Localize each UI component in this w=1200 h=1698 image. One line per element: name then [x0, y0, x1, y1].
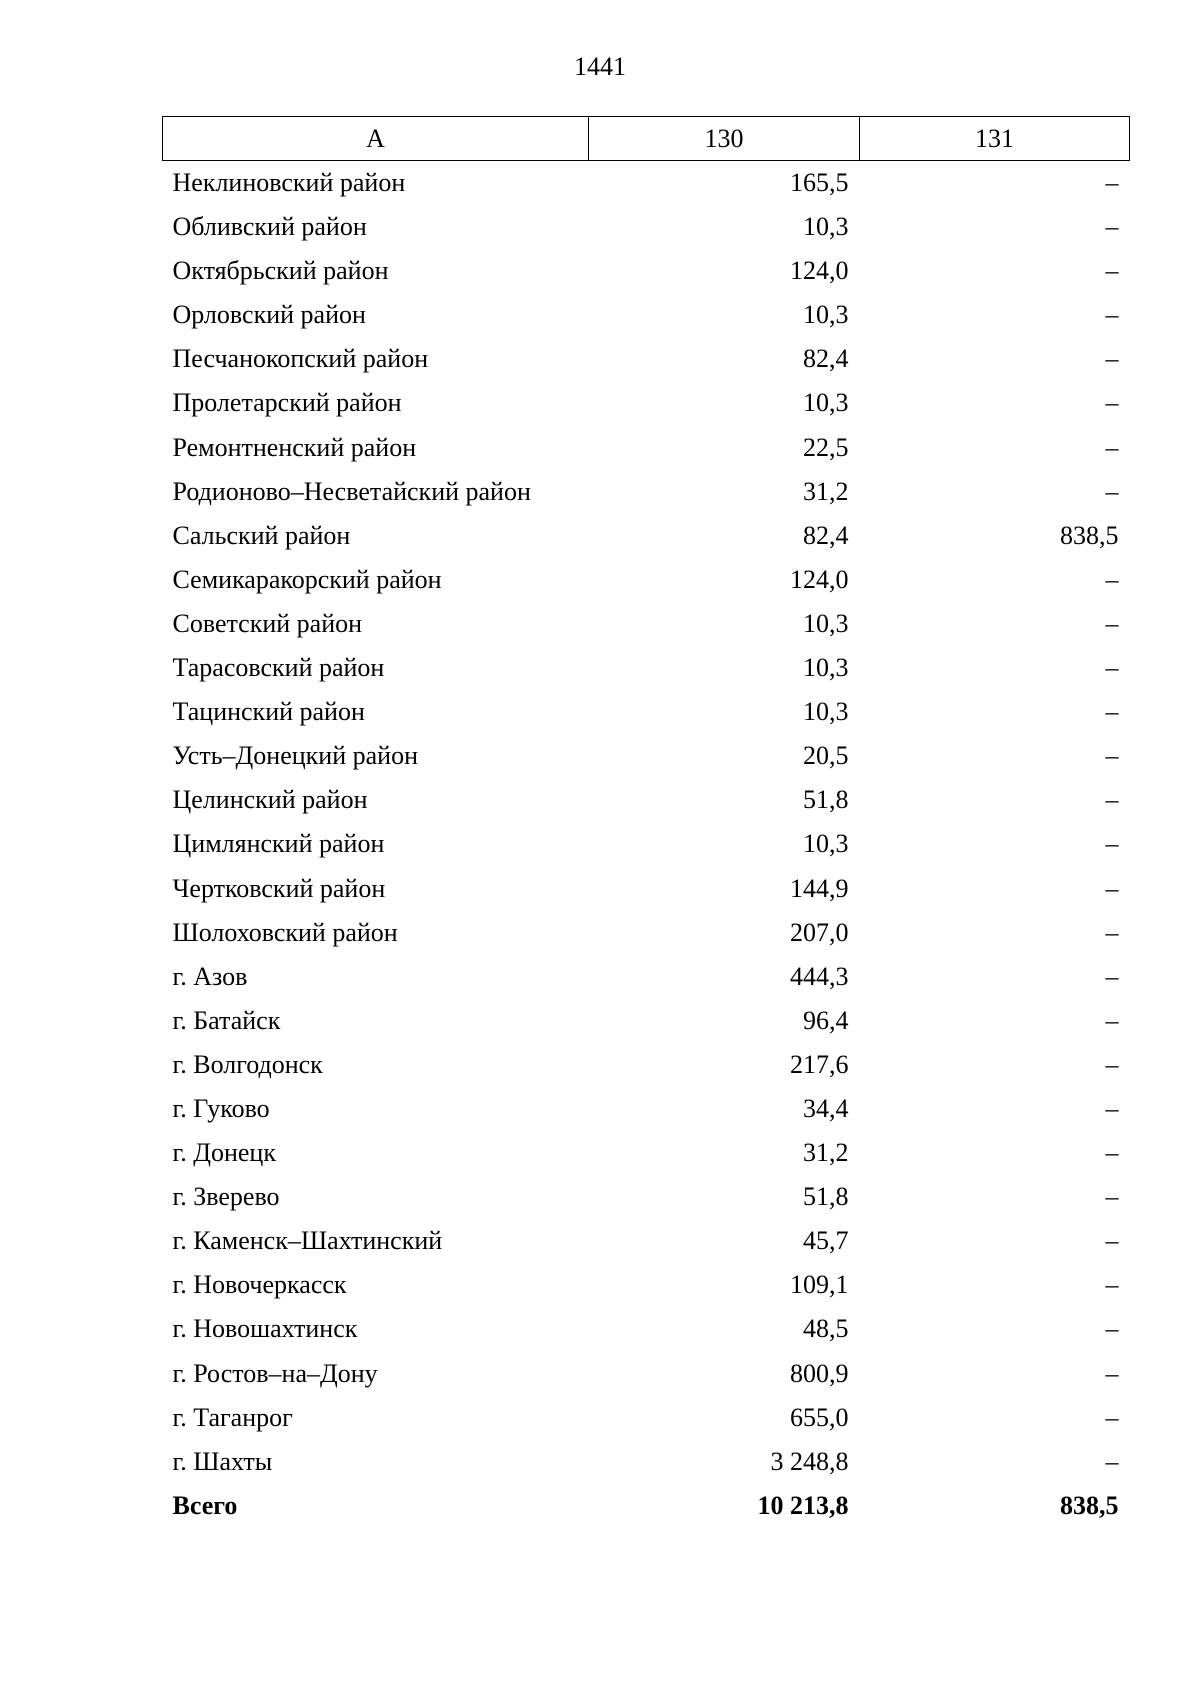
value-130: 165,5 — [790, 168, 849, 197]
value-131: – — [1105, 256, 1119, 286]
value-131: 838,5 — [1060, 520, 1119, 550]
row-label: г. Таганрог — [172, 1402, 293, 1432]
value-131: – — [1105, 961, 1119, 991]
value-130: 20,5 — [803, 741, 849, 771]
table-row — [163, 249, 1130, 293]
value-130: 10,3 — [803, 829, 849, 859]
table-row — [163, 911, 1130, 955]
table-row — [163, 1175, 1130, 1219]
row-label: Чертковский район — [172, 873, 386, 903]
header-cell-130: 130 — [589, 117, 860, 161]
row-label: Целинский район — [172, 785, 368, 815]
row-label: Тарасовский район — [172, 653, 385, 683]
row-label: Цимлянский район — [172, 829, 385, 859]
row-label: Ремонтненский район — [172, 432, 417, 462]
row-label: г. Каменск–Шахтинский — [172, 1226, 443, 1256]
page-number: 1441 — [574, 52, 626, 81]
row-label: Обливский район — [172, 212, 367, 242]
value-130: 10,3 — [803, 212, 849, 242]
table-row — [163, 161, 1130, 206]
data-table — [162, 116, 1130, 1528]
table-row — [163, 1219, 1130, 1263]
value-130: 3 248,8 — [770, 1446, 849, 1476]
row-label: Шолоховский район — [172, 917, 398, 947]
value-131: – — [1105, 1226, 1119, 1256]
value-131: 838,5 — [1060, 1490, 1119, 1520]
row-label: г. Шахты — [172, 1446, 273, 1476]
value-130: 10,3 — [803, 300, 849, 330]
table-row — [163, 514, 1130, 558]
value-131: – — [1105, 1270, 1119, 1300]
value-130: 51,8 — [803, 785, 849, 815]
value-131: – — [1105, 785, 1119, 815]
value-130: 109,1 — [790, 1270, 849, 1300]
table-row — [163, 426, 1130, 470]
value-131: – — [1105, 1314, 1119, 1344]
table-row — [163, 1307, 1130, 1351]
row-label: Песчанокопский район — [172, 344, 429, 374]
row-label: Орловский район — [172, 300, 366, 330]
table-row — [163, 1263, 1130, 1307]
value-130: 10 213,8 — [757, 1490, 849, 1520]
table-row — [163, 778, 1130, 822]
value-131: – — [1105, 1402, 1119, 1432]
table-row — [163, 558, 1130, 602]
value-131: – — [1105, 388, 1119, 418]
value-131: – — [1105, 1049, 1119, 1079]
value-130: 207,0 — [790, 917, 849, 947]
table-row — [163, 1131, 1130, 1175]
value-131: – — [1105, 344, 1119, 374]
value-130: 51,8 — [803, 1182, 849, 1212]
table-row — [163, 690, 1130, 734]
row-label: Усть–Донецкий район — [172, 741, 418, 771]
value-131: – — [1105, 1093, 1119, 1123]
value-130: 800,9 — [790, 1358, 849, 1388]
value-131: – — [1105, 697, 1119, 727]
table-row — [163, 205, 1130, 249]
table-row — [163, 734, 1130, 778]
value-131: – — [1105, 168, 1119, 197]
value-131: – — [1105, 829, 1119, 859]
value-130: 444,3 — [790, 961, 849, 991]
row-label: г. Ростов–на–Дону — [172, 1358, 378, 1388]
row-label: г. Новошахтинск — [172, 1314, 358, 1344]
value-131: – — [1105, 432, 1119, 462]
row-label: Сальский район — [172, 520, 351, 550]
row-label: Октябрьский район — [172, 256, 389, 286]
row-label: г. Донецк — [172, 1138, 276, 1168]
table-row — [163, 381, 1130, 425]
value-130: 10,3 — [803, 608, 849, 638]
row-label: г. Гуково — [172, 1093, 270, 1123]
table-row — [163, 867, 1130, 911]
row-label: г. Новочеркасск — [172, 1270, 347, 1300]
header-row — [163, 117, 1130, 161]
value-130: 96,4 — [803, 1005, 849, 1035]
row-label: Родионово–Несветайский район — [172, 476, 531, 506]
value-130: 34,4 — [803, 1093, 849, 1123]
value-131: – — [1105, 1005, 1119, 1035]
value-130: 10,3 — [803, 697, 849, 727]
value-131: – — [1105, 1446, 1119, 1476]
total-row — [163, 1484, 1130, 1528]
table-body — [163, 161, 1130, 1528]
row-label: Всего — [172, 1490, 238, 1520]
table-header — [163, 117, 1130, 161]
value-130: 10,3 — [803, 653, 849, 683]
value-130: 22,5 — [803, 432, 849, 462]
row-label: Тацинский район — [172, 697, 365, 727]
table-row — [163, 999, 1130, 1043]
table-row — [163, 1440, 1130, 1484]
value-131: – — [1105, 873, 1119, 903]
table-row — [163, 1352, 1130, 1396]
value-130: 31,2 — [803, 1138, 849, 1168]
row-label: Неклиновский район — [172, 168, 406, 197]
value-130: 655,0 — [790, 1402, 849, 1432]
value-131: – — [1105, 1138, 1119, 1168]
value-130: 124,0 — [790, 256, 849, 286]
value-131: – — [1105, 564, 1119, 594]
row-label: Семикаракорский район — [172, 564, 442, 594]
value-130: 10,3 — [803, 388, 849, 418]
value-130: 144,9 — [790, 873, 849, 903]
header-cell-131: 131 — [860, 117, 1130, 161]
value-131: – — [1105, 608, 1119, 638]
table-row — [163, 955, 1130, 999]
table-row — [163, 822, 1130, 866]
row-label: г. Батайск — [172, 1005, 281, 1035]
value-130: 217,6 — [790, 1049, 849, 1079]
row-label: г. Азов — [172, 961, 248, 991]
value-131: – — [1105, 1358, 1119, 1388]
table-row — [163, 1396, 1130, 1440]
value-131: – — [1105, 917, 1119, 947]
row-label: г. Волгодонск — [172, 1049, 323, 1079]
value-130: 82,4 — [803, 344, 849, 374]
value-131: – — [1105, 212, 1119, 242]
value-131: – — [1105, 476, 1119, 506]
table-row — [163, 1043, 1130, 1087]
value-131: – — [1105, 653, 1119, 683]
row-label: г. Зверево — [172, 1182, 280, 1212]
table-row — [163, 470, 1130, 514]
value-130: 31,2 — [803, 476, 849, 506]
value-130: 124,0 — [790, 564, 849, 594]
table-row — [163, 337, 1130, 381]
table-row — [163, 602, 1130, 646]
value-130: 45,7 — [803, 1226, 849, 1256]
table-row — [163, 1087, 1130, 1131]
value-131: – — [1105, 1182, 1119, 1212]
value-130: 48,5 — [803, 1314, 849, 1344]
table-row — [163, 646, 1130, 690]
value-131: – — [1105, 300, 1119, 330]
value-130: 82,4 — [803, 520, 849, 550]
table-row — [163, 293, 1130, 337]
row-label: Пролетарский район — [172, 388, 402, 418]
row-label: Советский район — [172, 608, 363, 638]
value-131: – — [1105, 741, 1119, 771]
header-cell-a: А — [163, 117, 589, 161]
